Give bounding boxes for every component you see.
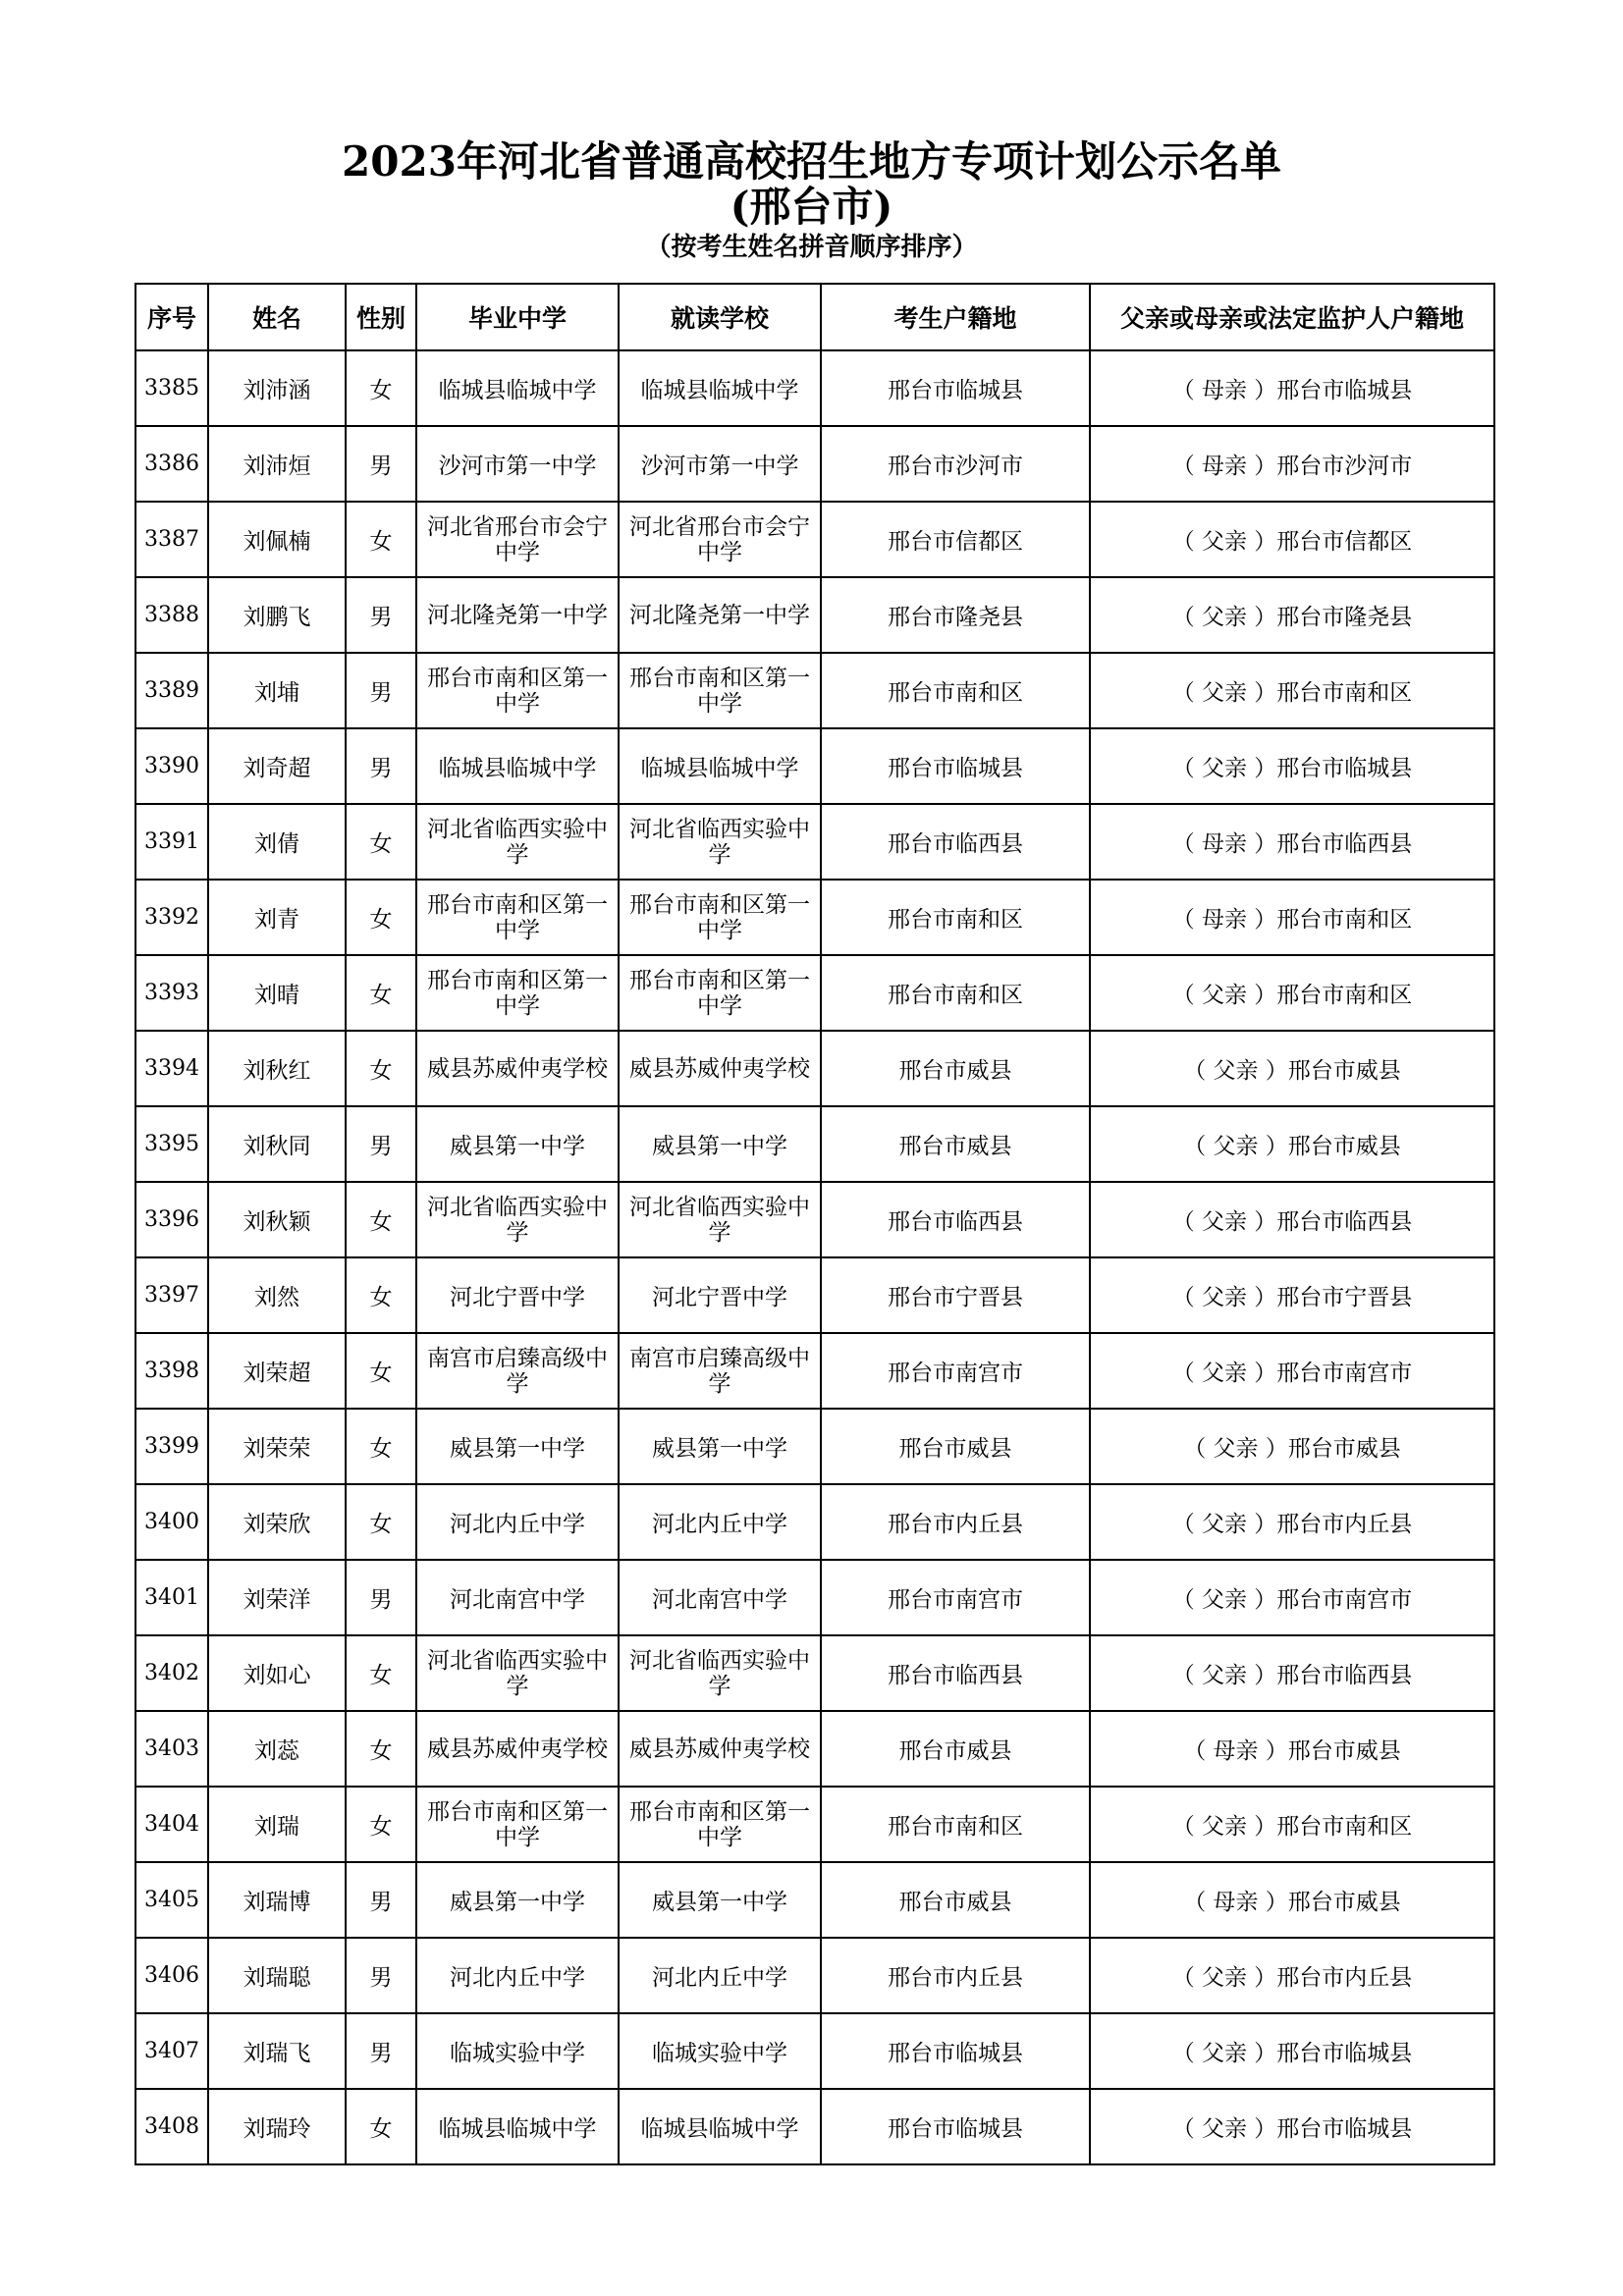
graduated-school-cell: 邢台市南和区第一中学	[416, 955, 619, 1031]
current-school-cell: 威县苏威仲夷学校	[619, 1711, 821, 1787]
guardian-residence-cell: （ 父亲 ）邢台市南宫市	[1090, 1560, 1494, 1635]
serial-cell: 3399	[135, 1409, 208, 1484]
current-school-cell: 威县第一中学	[619, 1862, 821, 1938]
table-row	[135, 880, 1494, 955]
guardian-residence-cell: （ 父亲 ）邢台市威县	[1090, 1106, 1494, 1182]
current-school-cell: 河北内丘中学	[619, 1484, 821, 1560]
current-school-cell: 河北隆尧第一中学	[619, 577, 821, 653]
table-row	[135, 1106, 1494, 1182]
gender-cell: 男	[346, 2013, 416, 2089]
gender-cell: 男	[346, 653, 416, 728]
guardian-residence-cell: （ 母亲 ）邢台市威县	[1090, 1862, 1494, 1938]
current-school-cell: 邢台市南和区第一中学	[619, 955, 821, 1031]
current-school-cell: 威县第一中学	[619, 1106, 821, 1182]
gender-cell: 女	[346, 955, 416, 1031]
guardian-residence-cell: （ 父亲 ）邢台市临西县	[1090, 1635, 1494, 1711]
serial-cell: 3385	[135, 350, 208, 426]
name-cell: 刘埔	[208, 653, 346, 728]
serial-cell: 3386	[135, 426, 208, 502]
guardian-residence-cell: （ 父亲 ）邢台市内丘县	[1090, 1938, 1494, 2013]
table-row	[135, 1031, 1494, 1106]
name-cell: 刘瑞聪	[208, 1938, 346, 2013]
student-residence-cell: 邢台市临西县	[821, 804, 1090, 880]
guardian-residence-cell: （ 父亲 ）邢台市宁晋县	[1090, 1257, 1494, 1333]
table-row	[135, 1484, 1494, 1560]
current-school-cell: 沙河市第一中学	[619, 426, 821, 502]
serial-cell: 3400	[135, 1484, 208, 1560]
gender-cell: 女	[346, 1182, 416, 1257]
guardian-residence-cell: （ 父亲 ）邢台市临城县	[1090, 2089, 1494, 2164]
name-cell: 刘瑞玲	[208, 2089, 346, 2164]
guardian-residence-cell: （ 父亲 ）邢台市南宫市	[1090, 1333, 1494, 1409]
graduated-school-cell: 威县第一中学	[416, 1862, 619, 1938]
guardian-residence-cell: （ 父亲 ）邢台市临西县	[1090, 1182, 1494, 1257]
table-header-row	[135, 284, 1494, 350]
table-row	[135, 1635, 1494, 1711]
student-residence-cell: 邢台市内丘县	[821, 1938, 1090, 2013]
student-residence-cell: 邢台市临城县	[821, 350, 1090, 426]
current-school-cell: 河北省临西实验中学	[619, 804, 821, 880]
sort-note: （按考生姓名拼音顺序排序）	[645, 233, 978, 262]
serial-cell: 3390	[135, 728, 208, 804]
table-row	[135, 728, 1494, 804]
serial-cell: 3405	[135, 1862, 208, 1938]
graduated-school-cell: 河北南宫中学	[416, 1560, 619, 1635]
student-residence-cell: 邢台市威县	[821, 1409, 1090, 1484]
gender-cell: 男	[346, 577, 416, 653]
graduated-school-cell: 河北省临西实验中学	[416, 1635, 619, 1711]
table-body	[135, 350, 1494, 2164]
roster-table	[135, 283, 1495, 2165]
name-cell: 刘瑞博	[208, 1862, 346, 1938]
student-residence-cell: 邢台市沙河市	[821, 426, 1090, 502]
current-school-cell: 河北南宫中学	[619, 1560, 821, 1635]
gender-cell: 女	[346, 1635, 416, 1711]
current-school-cell: 河北省邢台市会宁中学	[619, 502, 821, 577]
gender-cell: 女	[346, 804, 416, 880]
current-school-cell: 河北省临西实验中学	[619, 1635, 821, 1711]
gender-cell: 男	[346, 1938, 416, 2013]
graduated-school-cell: 沙河市第一中学	[416, 426, 619, 502]
serial-cell: 3395	[135, 1106, 208, 1182]
name-cell: 刘秋同	[208, 1106, 346, 1182]
table-row	[135, 1333, 1494, 1409]
guardian-residence-cell: （ 父亲 ）邢台市内丘县	[1090, 1484, 1494, 1560]
table-row	[135, 502, 1494, 577]
serial-cell: 3401	[135, 1560, 208, 1635]
current-school-cell: 邢台市南和区第一中学	[619, 880, 821, 955]
name-cell: 刘鹏飞	[208, 577, 346, 653]
graduated-school-cell: 河北内丘中学	[416, 1484, 619, 1560]
guardian-residence-cell: （ 母亲 ）邢台市威县	[1090, 1711, 1494, 1787]
header-serial: 序号	[135, 284, 208, 350]
student-residence-cell: 邢台市信都区	[821, 502, 1090, 577]
student-residence-cell: 邢台市威县	[821, 1711, 1090, 1787]
graduated-school-cell: 南宫市启臻高级中学	[416, 1333, 619, 1409]
header-current-school: 就读学校	[619, 284, 821, 350]
name-cell: 刘秋颖	[208, 1182, 346, 1257]
gender-cell: 女	[346, 502, 416, 577]
name-cell: 刘如心	[208, 1635, 346, 1711]
table-row	[135, 1182, 1494, 1257]
serial-cell: 3402	[135, 1635, 208, 1711]
name-cell: 刘佩楠	[208, 502, 346, 577]
student-residence-cell: 邢台市威县	[821, 1106, 1090, 1182]
guardian-residence-cell: （ 父亲 ）邢台市威县	[1090, 1409, 1494, 1484]
gender-cell: 女	[346, 1711, 416, 1787]
current-school-cell: 临城县临城中学	[619, 350, 821, 426]
graduated-school-cell: 威县苏威仲夷学校	[416, 1711, 619, 1787]
serial-cell: 3388	[135, 577, 208, 653]
graduated-school-cell: 威县第一中学	[416, 1106, 619, 1182]
current-school-cell: 临城实验中学	[619, 2013, 821, 2089]
student-residence-cell: 邢台市南和区	[821, 1787, 1090, 1862]
current-school-cell: 河北省临西实验中学	[619, 1182, 821, 1257]
gender-cell: 女	[346, 350, 416, 426]
gender-cell: 女	[346, 1409, 416, 1484]
guardian-residence-cell: （ 父亲 ）邢台市临城县	[1090, 2013, 1494, 2089]
table-row	[135, 1409, 1494, 1484]
header-student-residence: 考生户籍地	[821, 284, 1090, 350]
serial-cell: 3404	[135, 1787, 208, 1862]
student-residence-cell: 邢台市威县	[821, 1031, 1090, 1106]
graduated-school-cell: 河北省临西实验中学	[416, 804, 619, 880]
page-subtitle: (邢台市)	[730, 183, 893, 231]
student-residence-cell: 邢台市南和区	[821, 955, 1090, 1031]
table-row	[135, 1257, 1494, 1333]
header-guardian-residence: 父亲或母亲或法定监护人户籍地	[1090, 284, 1494, 350]
guardian-residence-cell: （ 父亲 ）邢台市信都区	[1090, 502, 1494, 577]
table-row	[135, 350, 1494, 426]
current-school-cell: 南宫市启臻高级中学	[619, 1333, 821, 1409]
guardian-residence-cell: （ 父亲 ）邢台市威县	[1090, 1031, 1494, 1106]
graduated-school-cell: 邢台市南和区第一中学	[416, 1787, 619, 1862]
serial-cell: 3394	[135, 1031, 208, 1106]
page-title: 2023年河北省普通高校招生地方专项计划公示名单	[342, 137, 1281, 186]
student-residence-cell: 邢台市临城县	[821, 2089, 1090, 2164]
graduated-school-cell: 临城实验中学	[416, 2013, 619, 2089]
serial-cell: 3396	[135, 1182, 208, 1257]
table-row	[135, 1711, 1494, 1787]
student-residence-cell: 邢台市内丘县	[821, 1484, 1090, 1560]
name-cell: 刘秋红	[208, 1031, 346, 1106]
table-row	[135, 1862, 1494, 1938]
graduated-school-cell: 威县苏威仲夷学校	[416, 1031, 619, 1106]
name-cell: 刘瑞飞	[208, 2013, 346, 2089]
name-cell: 刘瑞	[208, 1787, 346, 1862]
graduated-school-cell: 河北隆尧第一中学	[416, 577, 619, 653]
name-cell: 刘青	[208, 880, 346, 955]
name-cell: 刘晴	[208, 955, 346, 1031]
guardian-residence-cell: （ 父亲 ）邢台市临城县	[1090, 728, 1494, 804]
table-row	[135, 2089, 1494, 2164]
name-cell: 刘沛涵	[208, 350, 346, 426]
name-cell: 刘奇超	[208, 728, 346, 804]
gender-cell: 女	[346, 1787, 416, 1862]
current-school-cell: 临城县临城中学	[619, 728, 821, 804]
student-residence-cell: 邢台市宁晋县	[821, 1257, 1090, 1333]
current-school-cell: 威县苏威仲夷学校	[619, 1031, 821, 1106]
gender-cell: 男	[346, 1560, 416, 1635]
table-row	[135, 653, 1494, 728]
table-row	[135, 2013, 1494, 2089]
graduated-school-cell: 威县第一中学	[416, 1409, 619, 1484]
graduated-school-cell: 临城县临城中学	[416, 350, 619, 426]
name-cell: 刘倩	[208, 804, 346, 880]
name-cell: 刘荣荣	[208, 1409, 346, 1484]
gender-cell: 女	[346, 1333, 416, 1409]
current-school-cell: 威县第一中学	[619, 1409, 821, 1484]
name-cell: 刘荣欣	[208, 1484, 346, 1560]
gender-cell: 女	[346, 1257, 416, 1333]
gender-cell: 女	[346, 1484, 416, 1560]
current-school-cell: 邢台市南和区第一中学	[619, 1787, 821, 1862]
serial-cell: 3392	[135, 880, 208, 955]
student-residence-cell: 邢台市威县	[821, 1862, 1090, 1938]
current-school-cell: 河北内丘中学	[619, 1938, 821, 2013]
serial-cell: 3407	[135, 2013, 208, 2089]
graduated-school-cell: 河北省临西实验中学	[416, 1182, 619, 1257]
table-row	[135, 426, 1494, 502]
graduated-school-cell: 临城县临城中学	[416, 728, 619, 804]
serial-cell: 3391	[135, 804, 208, 880]
guardian-residence-cell: （ 母亲 ）邢台市南和区	[1090, 880, 1494, 955]
serial-cell: 3393	[135, 955, 208, 1031]
serial-cell: 3406	[135, 1938, 208, 2013]
student-residence-cell: 邢台市临城县	[821, 2013, 1090, 2089]
name-cell: 刘荣超	[208, 1333, 346, 1409]
header-name: 姓名	[208, 284, 346, 350]
current-school-cell: 邢台市南和区第一中学	[619, 653, 821, 728]
student-residence-cell: 邢台市南和区	[821, 880, 1090, 955]
table-row	[135, 1938, 1494, 2013]
guardian-residence-cell: （ 父亲 ）邢台市南和区	[1090, 955, 1494, 1031]
name-cell: 刘荣洋	[208, 1560, 346, 1635]
table-row	[135, 577, 1494, 653]
student-residence-cell: 邢台市南宫市	[821, 1333, 1090, 1409]
student-residence-cell: 邢台市临西县	[821, 1635, 1090, 1711]
student-residence-cell: 邢台市南和区	[821, 653, 1090, 728]
table-row	[135, 1560, 1494, 1635]
guardian-residence-cell: （ 母亲 ）邢台市临西县	[1090, 804, 1494, 880]
name-cell: 刘蕊	[208, 1711, 346, 1787]
guardian-residence-cell: （ 母亲 ）邢台市临城县	[1090, 350, 1494, 426]
guardian-residence-cell: （ 父亲 ）邢台市隆尧县	[1090, 577, 1494, 653]
gender-cell: 男	[346, 728, 416, 804]
graduated-school-cell: 邢台市南和区第一中学	[416, 653, 619, 728]
serial-cell: 3403	[135, 1711, 208, 1787]
serial-cell: 3398	[135, 1333, 208, 1409]
current-school-cell: 河北宁晋中学	[619, 1257, 821, 1333]
graduated-school-cell: 河北内丘中学	[416, 1938, 619, 2013]
student-residence-cell: 邢台市隆尧县	[821, 577, 1090, 653]
gender-cell: 男	[346, 426, 416, 502]
header-gender: 性别	[346, 284, 416, 350]
graduated-school-cell: 河北宁晋中学	[416, 1257, 619, 1333]
student-residence-cell: 邢台市临城县	[821, 728, 1090, 804]
graduated-school-cell: 临城县临城中学	[416, 2089, 619, 2164]
gender-cell: 女	[346, 2089, 416, 2164]
table-row	[135, 804, 1494, 880]
student-residence-cell: 邢台市临西县	[821, 1182, 1090, 1257]
serial-cell: 3408	[135, 2089, 208, 2164]
gender-cell: 女	[346, 880, 416, 955]
serial-cell: 3397	[135, 1257, 208, 1333]
header-graduated-school: 毕业中学	[416, 284, 619, 350]
gender-cell: 女	[346, 1031, 416, 1106]
serial-cell: 3387	[135, 502, 208, 577]
table-row	[135, 1787, 1494, 1862]
name-cell: 刘沛烜	[208, 426, 346, 502]
graduated-school-cell: 邢台市南和区第一中学	[416, 880, 619, 955]
guardian-residence-cell: （ 母亲 ）邢台市沙河市	[1090, 426, 1494, 502]
serial-cell: 3389	[135, 653, 208, 728]
guardian-residence-cell: （ 父亲 ）邢台市南和区	[1090, 653, 1494, 728]
name-cell: 刘然	[208, 1257, 346, 1333]
gender-cell: 男	[346, 1106, 416, 1182]
table-row	[135, 955, 1494, 1031]
graduated-school-cell: 河北省邢台市会宁中学	[416, 502, 619, 577]
gender-cell: 男	[346, 1862, 416, 1938]
student-residence-cell: 邢台市南宫市	[821, 1560, 1090, 1635]
current-school-cell: 临城县临城中学	[619, 2089, 821, 2164]
guardian-residence-cell: （ 父亲 ）邢台市南和区	[1090, 1787, 1494, 1862]
